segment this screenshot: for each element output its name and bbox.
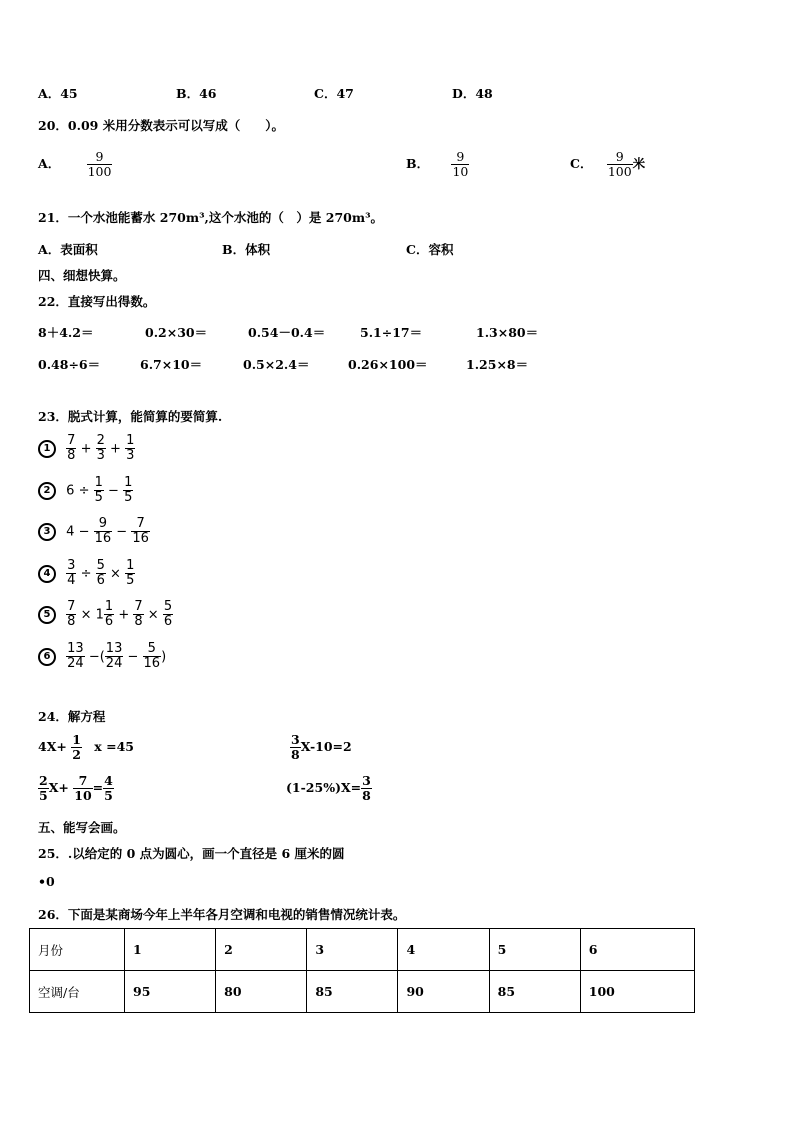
calc-item: 0.48÷6＝ — [38, 357, 101, 372]
operator: − — [127, 649, 139, 665]
calc-item: 0.54－0.4＝ — [248, 325, 326, 340]
table-row — [30, 971, 695, 1013]
fraction: $\frac{1}{2}$ — [72, 732, 81, 762]
q21-option-b: B．体积 — [222, 242, 271, 257]
operator: − — [116, 524, 128, 540]
item-marker: 2 — [38, 482, 56, 500]
fraction: $\frac{13}{24}$ — [105, 641, 123, 672]
operator: − — [108, 483, 119, 499]
item-marker: 4 — [38, 565, 56, 583]
operator: − — [78, 524, 90, 540]
calc-item: 6.7×10＝ — [140, 357, 203, 372]
fraction: $\frac{9}{16}$ — [94, 516, 112, 547]
operand: 4 — [66, 524, 75, 540]
fraction: $\frac{9}{10}$ — [452, 149, 469, 179]
table-cell: 3 — [307, 929, 398, 971]
table-cell: 95 — [125, 971, 216, 1013]
calc-item: 1.3×80＝ — [476, 325, 539, 340]
fraction: $\frac{9}{100}$ — [87, 149, 112, 179]
operator: + — [118, 607, 130, 623]
fraction: $\frac{1}{5}$ — [126, 558, 135, 589]
table-cell: 月份 — [30, 929, 125, 971]
fraction: $\frac{7}{8}$ — [67, 433, 76, 464]
operator: × — [147, 607, 159, 623]
equation-2 — [290, 733, 352, 762]
fraction: $\frac{3}{4}$ — [67, 558, 76, 589]
q24-stem: 24．解方程 — [38, 709, 106, 724]
table-cell: 80 — [216, 971, 307, 1013]
fraction: $\frac{2}{3}$ — [96, 433, 105, 464]
table-header-row — [30, 929, 695, 971]
item-marker: 1 — [38, 440, 56, 458]
item-marker: 5 — [38, 606, 56, 624]
equation-part: 4X+ — [38, 738, 67, 754]
operator: + — [110, 441, 121, 457]
fraction: $\frac{3}{8}$ — [362, 773, 371, 803]
q21-option-c: C．容积 — [406, 242, 454, 257]
equation-part: x =45 — [94, 738, 134, 754]
fraction: $\frac{7}{8}$ — [134, 599, 143, 630]
q23-stem: 23．脱式计算，能简算的要简算. — [38, 409, 223, 424]
fraction: $\frac{4}{5}$ — [104, 773, 113, 803]
operator: + — [80, 441, 92, 457]
q21-option-a: A．表面积 — [38, 242, 98, 257]
q19-option-a: A．45 — [38, 86, 78, 101]
option-label: A． — [38, 155, 61, 171]
center-point: •0 — [38, 874, 55, 889]
q20-option-c — [570, 150, 645, 179]
operator: −( — [88, 649, 105, 665]
q21-stem: 21．一个水池能蓄水 270m³,这个水池的（ ）是 270m³。 — [38, 210, 384, 225]
table-cell: 85 — [307, 971, 398, 1013]
fraction: $\frac{7}{16}$ — [132, 516, 149, 547]
equation-part: X-10=2 — [300, 738, 352, 754]
equation-1 — [38, 733, 134, 762]
q19-option-c: C．47 — [314, 86, 354, 101]
fraction: $\frac{13}{24}$ — [67, 641, 84, 672]
table-cell: 6 — [580, 929, 694, 971]
q22-stem: 22．直接写出得数。 — [38, 294, 156, 309]
fraction: $\frac{5}{6}$ — [163, 599, 173, 630]
table-cell: 空调/台 — [30, 971, 125, 1013]
equation-part: = — [92, 779, 104, 795]
calc-item: 1.25×8＝ — [466, 357, 529, 372]
fraction: $\frac{1}{5}$ — [124, 475, 133, 506]
q26-stem: 26．下面是某商场今年上半年各月空调和电视的销售情况统计表。 — [38, 907, 406, 922]
table-cell: 2 — [216, 929, 307, 971]
equation-4 — [286, 774, 372, 803]
unit: 米 — [632, 155, 646, 171]
item-marker: 3 — [38, 523, 56, 541]
table-cell: 90 — [398, 971, 489, 1013]
fraction: $\frac{7}{8}$ — [67, 599, 76, 630]
operator: ÷ — [78, 483, 90, 499]
table-cell: 85 — [489, 971, 580, 1013]
operator: ÷ — [80, 566, 92, 582]
q23-expression-6 — [38, 642, 166, 672]
item-marker: 6 — [38, 648, 56, 666]
operand: 6 — [66, 483, 75, 499]
calc-item: 8＋4.2＝ — [38, 325, 94, 340]
operator: × — [110, 566, 121, 582]
equation-3 — [38, 774, 114, 803]
calc-item: 0.26×100＝ — [348, 357, 428, 372]
calc-item: 0.2×30＝ — [145, 325, 208, 340]
q19-option-d: D．48 — [452, 86, 493, 101]
section-4-heading: 四、细想快算。 — [38, 268, 126, 283]
whole-number: 1 — [95, 607, 104, 623]
q23-expression-4 — [38, 559, 135, 589]
q23-expression-1 — [38, 434, 135, 464]
calc-item: 5.1÷17＝ — [360, 325, 423, 340]
operator: × — [80, 607, 92, 623]
q23-expression-5 — [38, 600, 173, 630]
fraction: $\frac{2}{5}$ — [39, 773, 48, 803]
table-cell: 4 — [398, 929, 489, 971]
table-cell: 5 — [489, 929, 580, 971]
q23-expression-3 — [38, 517, 150, 547]
table-cell: 1 — [125, 929, 216, 971]
q20-stem: 20．0.09 米用分数表示可以写成（ ）。 — [38, 118, 284, 133]
fraction: $\frac{5}{6}$ — [96, 558, 105, 589]
calc-item: 0.5×2.4＝ — [243, 357, 310, 372]
fraction: $\frac{9}{100}$ — [607, 149, 632, 179]
option-label: B． — [406, 155, 430, 171]
fraction: $\frac{1}{6}$ — [104, 599, 114, 630]
q19-option-b: B．46 — [176, 86, 217, 101]
sales-table — [29, 928, 695, 1013]
fraction: $\frac{1}{3}$ — [126, 433, 135, 464]
fraction: $\frac{5}{16}$ — [143, 641, 161, 672]
section-5-heading: 五、能写会画。 — [38, 820, 126, 835]
q23-expression-2 — [38, 476, 133, 506]
fraction: $\frac{3}{8}$ — [291, 732, 300, 762]
fraction: $\frac{1}{5}$ — [94, 475, 103, 506]
option-label: C． — [570, 155, 593, 171]
q20-option-b — [406, 150, 469, 179]
fraction: $\frac{7}{10}$ — [74, 773, 92, 803]
equation-part: (1-25%)X= — [286, 779, 362, 795]
q20-option-a — [38, 150, 112, 179]
table-cell: 100 — [580, 971, 694, 1013]
equation-part: X+ — [48, 779, 69, 795]
q25-stem: 25．.以给定的 0 点为圆心，画一个直径是 6 厘米的圆 — [38, 846, 345, 861]
operator: ) — [161, 649, 167, 665]
